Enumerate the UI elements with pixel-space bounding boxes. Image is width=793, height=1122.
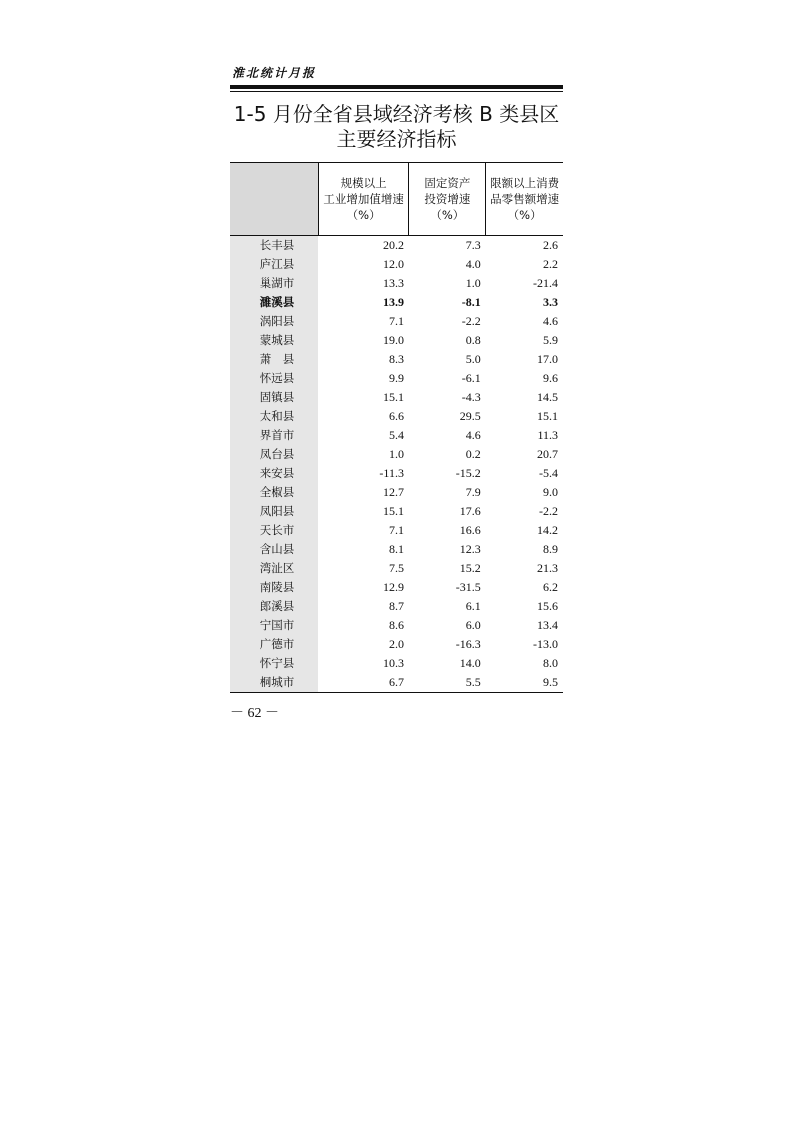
investment-growth-cell: 29.5 [459,409,481,423]
region-name-cell: 庐江县 [230,255,318,274]
industrial-growth-cell: 5.4 [388,428,404,442]
retail-growth-cell: 9.6 [543,371,558,385]
region-name-cell: 桐城市 [230,673,318,693]
retail-growth-cell: 8.0 [543,656,558,670]
industrial-growth-cell: 7.1 [388,523,404,537]
industrial-growth-cell: 19.0 [382,333,404,347]
region-name-cell: 含山县 [230,540,318,559]
region-name-cell: 怀远县 [230,369,318,388]
table-row [230,331,563,350]
retail-growth-cell: 8.9 [543,542,558,556]
industrial-growth-cell: 9.9 [388,371,404,385]
retail-growth-cell: -5.4 [539,466,558,480]
industrial-growth-cell: 2.0 [388,637,404,651]
investment-growth-cell: 0.8 [465,333,481,347]
industrial-growth-cell: 12.9 [382,580,404,594]
region-name-cell: 界首市 [230,426,318,445]
region-name-cell: 凤台县 [230,445,318,464]
retail-growth-cell: -21.4 [533,276,558,290]
investment-growth-cell: -16.3 [455,637,481,651]
table-row [230,521,563,540]
header-unit: （%） [346,208,381,222]
table-row [230,654,563,673]
table-title: 1-5 月份全省县域经济考核 B 类县区 [233,102,560,126]
region-name-cell: 广德市 [230,635,318,654]
table-row [230,502,563,521]
retail-growth-cell: 6.2 [543,580,558,594]
retail-growth-cell: 2.2 [543,257,558,271]
investment-growth-cell: 6.0 [465,618,481,632]
table-row [230,426,563,445]
table-row [230,312,563,331]
investment-growth-cell: 7.3 [465,238,481,252]
industrial-growth-cell: 13.9 [382,295,404,309]
investment-growth-cell: 4.6 [465,428,481,442]
region-name-cell: 固镇县 [230,388,318,407]
page-number: － 62 － [230,706,279,721]
industrial-growth-header [318,163,409,236]
industrial-growth-cell: 8.1 [388,542,404,556]
table-row [230,635,563,654]
header-line: 品零售额增速 [490,192,560,206]
investment-growth-cell: 17.6 [459,504,481,518]
header-line: 投资增速 [424,192,471,206]
region-header-cell [230,163,318,236]
industrial-growth-cell: 20.2 [382,238,404,252]
industrial-growth-cell: 13.3 [382,276,404,290]
retail-growth-cell: 2.6 [543,238,558,252]
running-head: 淮北统计月报 [232,66,317,80]
retail-growth-cell: 9.5 [486,673,563,693]
header-rule-thin [230,91,563,92]
industrial-growth-cell: 6.7 [318,673,409,693]
table-row [230,388,563,407]
investment-growth-cell: -15.2 [455,466,481,480]
table-row [230,578,563,597]
retail-growth-cell: 3.3 [543,295,558,309]
industrial-growth-cell: 7.1 [388,314,404,328]
investment-growth-cell: 15.2 [459,561,481,575]
region-name-cell: 太和县 [230,407,318,426]
industrial-growth-cell: 8.7 [388,599,404,613]
retail-growth-cell: 5.9 [543,333,558,347]
industrial-growth-cell: 1.0 [388,447,404,461]
investment-growth-cell: 14.0 [459,656,481,670]
region-name-cell: 濉溪县 [230,293,318,312]
retail-growth-cell: 14.2 [537,523,558,537]
header-line: 规模以上 [340,176,387,190]
header-line: 固定资产 [424,176,471,190]
investment-growth-cell: 5.5 [409,673,486,693]
investment-growth-cell: 5.0 [465,352,481,366]
retail-growth-header [486,163,563,236]
investment-growth-cell: -2.2 [461,314,481,328]
table-row [230,483,563,502]
table-row [230,597,563,616]
table-row [230,464,563,483]
investment-growth-cell: 16.6 [459,523,481,537]
header-unit: （%） [430,208,465,222]
table-row [230,540,563,559]
table-row [230,445,563,464]
table-row [230,350,563,369]
table-row [230,616,563,635]
table-row [230,369,563,388]
investment-growth-header [409,163,486,236]
region-name-cell: 萧 县 [230,350,318,369]
table-row [230,255,563,274]
region-name-cell: 天长市 [230,521,318,540]
region-name-cell: 全椒县 [230,483,318,502]
region-name-cell: 凤阳县 [230,502,318,521]
investment-growth-cell: 12.3 [459,542,481,556]
retail-growth-cell: 4.6 [543,314,558,328]
header-unit: （%） [507,208,542,222]
investment-growth-cell: -31.5 [455,580,481,594]
industrial-growth-cell: 7.5 [388,561,404,575]
investment-growth-cell: 7.9 [465,485,481,499]
retail-growth-cell: -13.0 [533,637,558,651]
retail-growth-cell: 15.1 [537,409,558,423]
table-row [230,559,563,578]
industrial-growth-cell: 10.3 [382,656,404,670]
table-row [230,407,563,426]
retail-growth-cell: 11.3 [537,428,558,442]
table-row [230,293,563,312]
industrial-growth-cell: -11.3 [379,466,404,480]
industrial-growth-cell: 12.0 [382,257,404,271]
region-name-cell: 湾沚区 [230,559,318,578]
retail-growth-cell: -2.2 [539,504,558,518]
region-name-cell: 来安县 [230,464,318,483]
industrial-growth-cell: 8.6 [388,618,404,632]
industrial-growth-cell: 6.6 [388,409,404,423]
investment-growth-cell: 4.0 [465,257,481,271]
header-line: 限额以上消费 [490,176,560,190]
investment-growth-cell: -8.1 [461,295,481,309]
investment-growth-cell: 1.0 [465,276,481,290]
retail-growth-cell: 20.7 [537,447,558,461]
table-subtitle: 主要经济指标 [336,127,457,151]
region-name-cell: 宁国市 [230,616,318,635]
table-row [230,673,563,693]
region-name-cell: 巢湖市 [230,274,318,293]
retail-growth-cell: 21.3 [537,561,558,575]
header-line: 工业增加值增速 [323,192,404,206]
table-header-row [230,163,563,236]
header-rule-thick [230,85,563,89]
investment-growth-cell: -6.1 [461,371,481,385]
investment-growth-cell: 6.1 [465,599,481,613]
region-name-cell: 郎溪县 [230,597,318,616]
region-name-cell: 长丰县 [230,236,318,256]
table-row [230,236,563,256]
retail-growth-cell: 9.0 [543,485,558,499]
region-name-cell: 怀宁县 [230,654,318,673]
region-name-cell: 南陵县 [230,578,318,597]
investment-growth-cell: -4.3 [461,390,481,404]
retail-growth-cell: 17.0 [537,352,558,366]
industrial-growth-cell: 15.1 [382,504,404,518]
retail-growth-cell: 15.6 [537,599,558,613]
industrial-growth-cell: 15.1 [382,390,404,404]
retail-growth-cell: 14.5 [537,390,558,404]
industrial-growth-cell: 12.7 [382,485,404,499]
indicator-table [230,162,563,693]
table-row [230,274,563,293]
retail-growth-cell: 13.4 [537,618,558,632]
industrial-growth-cell: 8.3 [388,352,404,366]
region-name-cell: 蒙城县 [230,331,318,350]
region-name-cell: 涡阳县 [230,312,318,331]
investment-growth-cell: 0.2 [465,447,481,461]
